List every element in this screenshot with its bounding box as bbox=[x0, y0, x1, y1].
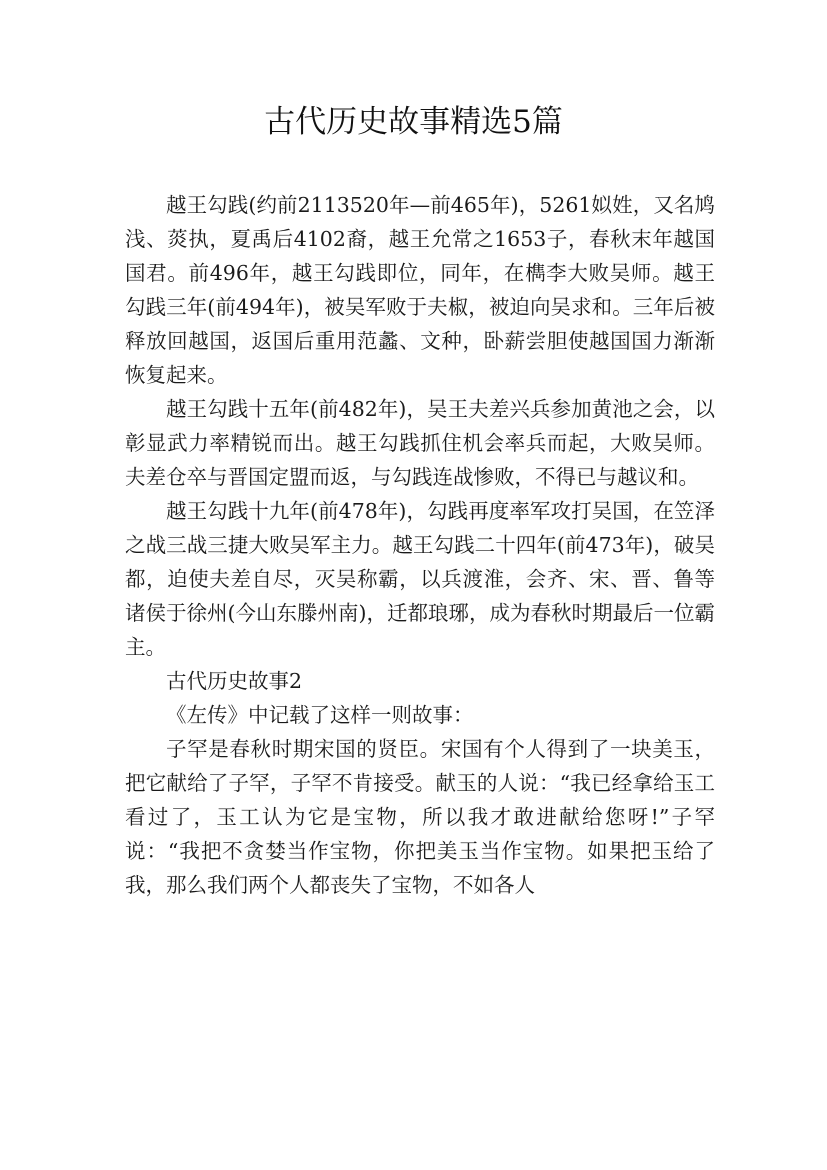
paragraph-goujian-year-19: 越王勾践十九年(前478年)，勾践再度率军攻打吴国，在笠泽之战三战三捷大败吴军主力。越王勾践二十四年(前473年)，破吴都，迫使夫差自尽，灭吴称霸，以兵渡淮，会齐、宋、晋、鲁等诸侯于徐州(今山东滕州南)，迁都琅琊，成为春秋时期最后一位霸主。 bbox=[125, 499, 715, 659]
document-body bbox=[125, 188, 715, 902]
paragraph-goujian-intro: 越王勾践(约前2113520年—前465年)，5261姒姓，又名鸠浅、菼执，夏禹后4102裔，越王允常之1653子，春秋末年越国国君。前496年，越王勾践即位，同年，在檇李大败吴师。越王勾践三年(前494年)，被吴军败于夫椒，被迫向吴求和。三年后被释放回越国，返国后重用范蠡、文种，卧薪尝胆使越国国力渐渐恢复起来。 bbox=[125, 193, 715, 387]
document-title: 古代历史故事精选5篇 bbox=[264, 104, 563, 140]
paragraph-goujian-year-15: 越王勾践十五年(前482年)，吴王夫差兴兵参加黄池之会，以彰显武力率精锐而出。越王勾践抓住机会率兵而起，大败吴师。夫差仓卒与晋国定盟而返，与勾践连战惨败，不得已与越议和。 bbox=[125, 397, 715, 489]
paragraph-zuozhuan-intro: 《左传》中记载了这样一则故事： bbox=[166, 703, 474, 727]
paragraph-zihan-story: 子罕是春秋时期宋国的贤臣。宋国有个人得到了一块美玉，把它献给了子罕，子罕不肯接受。献玉的人说：“我已经拿给玉工看过了，玉工认为它是宝物，所以我才敢进献给您呀!”子罕说：“我把不贪婪当作宝物，你把美玉当作宝物。如果把玉给了我，那么我们两个人都丧失了宝物，不如各人 bbox=[125, 737, 715, 897]
section-heading-story-2: 古代历史故事2 bbox=[166, 669, 303, 693]
